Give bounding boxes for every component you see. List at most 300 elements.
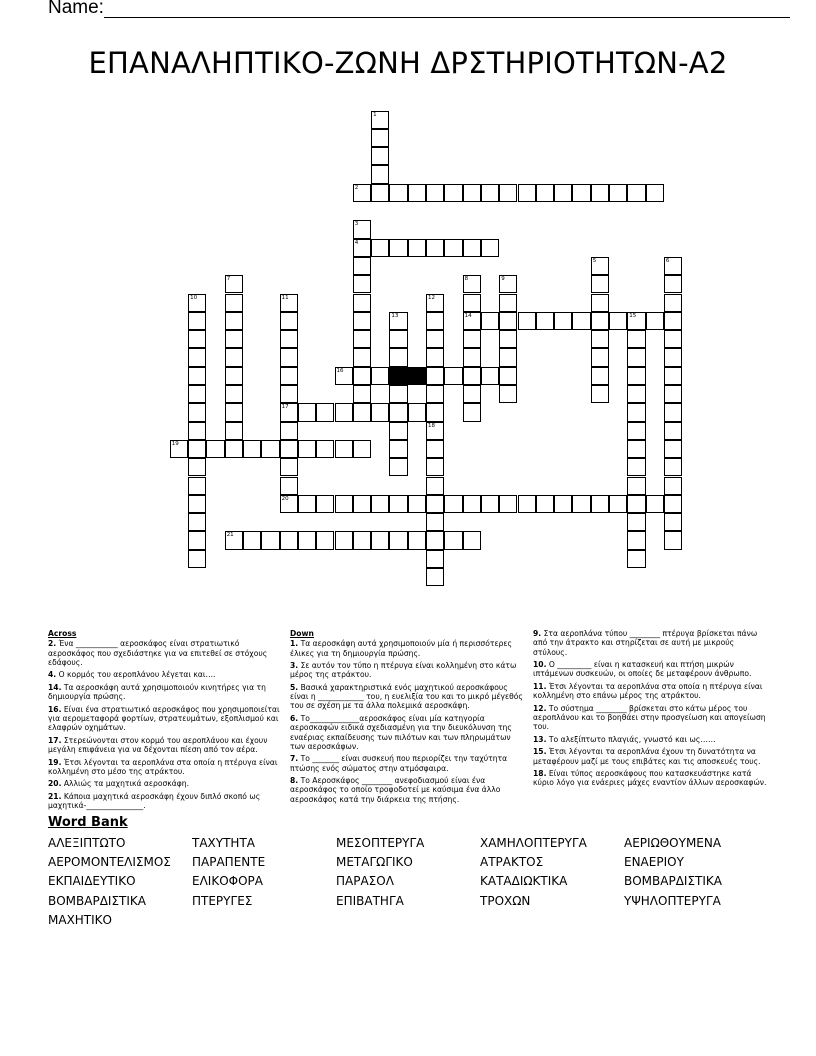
grid-cell[interactable] — [280, 477, 298, 495]
clue-item — [290, 639, 527, 658]
grid-cell[interactable] — [426, 348, 444, 366]
grid-cell[interactable] — [627, 385, 645, 403]
grid-cell[interactable] — [664, 275, 682, 293]
grid-cell[interactable] — [298, 531, 316, 549]
clue-text: Τα αεροσκάφη αυτά χρησιμοποιούν μία ή περισσότερες έλικες για τη δημιουργία πρώσης. — [290, 639, 512, 658]
grid-cell[interactable] — [664, 348, 682, 366]
grid-cell[interactable] — [280, 312, 298, 330]
grid-cell[interactable] — [188, 477, 206, 495]
grid-cell[interactable] — [463, 403, 481, 421]
grid-cell[interactable] — [481, 367, 499, 385]
clue-item — [533, 735, 770, 744]
clue-number-label: 4. — [48, 670, 57, 680]
grid-cell[interactable] — [225, 403, 243, 421]
grid-cell[interactable] — [554, 495, 572, 513]
grid-cell[interactable] — [426, 477, 444, 495]
grid-cell[interactable] — [627, 422, 645, 440]
grid-cell[interactable] — [627, 513, 645, 531]
grid-cell[interactable] — [261, 531, 279, 549]
grid-cell[interactable] — [188, 294, 206, 312]
grid-cell[interactable] — [426, 495, 444, 513]
grid-cell[interactable] — [389, 458, 407, 476]
grid-cell[interactable] — [353, 531, 371, 549]
grid-cell[interactable] — [389, 495, 407, 513]
grid-cell[interactable] — [499, 495, 517, 513]
grid-cell[interactable] — [371, 403, 389, 421]
grid-cell[interactable] — [353, 220, 371, 238]
grid-cell[interactable] — [627, 403, 645, 421]
grid-cell[interactable] — [591, 275, 609, 293]
word-bank-item: ΕΛΙΚΟΦΟΡΑ — [192, 874, 263, 889]
grid-cell[interactable] — [298, 403, 316, 421]
clue-number-label: 13. — [533, 734, 547, 744]
clue-item — [290, 776, 527, 804]
clue-number: 18 — [428, 422, 435, 429]
grid-cell[interactable] — [664, 367, 682, 385]
grid-cell[interactable] — [371, 367, 389, 385]
grid-cell[interactable] — [389, 312, 407, 330]
grid-cell[interactable] — [627, 348, 645, 366]
word-bank-item: ΕΚΠΑΙΔΕΥΤΙΚΟ — [48, 874, 136, 889]
grid-cell[interactable] — [371, 495, 389, 513]
grid-cell[interactable] — [664, 440, 682, 458]
grid-cell[interactable] — [280, 440, 298, 458]
grid-cell[interactable] — [371, 129, 389, 147]
grid-cell[interactable] — [225, 367, 243, 385]
grid-cell[interactable] — [627, 330, 645, 348]
grid-cell[interactable] — [463, 184, 481, 202]
clue-text: Το _______ είναι συσκευή που περιορίζει την ταχύτητα πτώσης ενός σώματος στην ατμόσφαιρα. — [290, 754, 508, 773]
word-bank-item: ΑΕΡΙΩΘΟΥΜΕΝΑ — [624, 836, 722, 850]
grid-cell[interactable] — [664, 458, 682, 476]
word-bank-item: ΠΑΡΑΠΕΝΤΕ — [192, 855, 266, 870]
clue-text: Το_____________αεροσκάφος είναι μία κατηγορία αεροσκαφών ειδικά σχεδιασμένη για την διευκόλυνση της εναέριας εκπαίδευσης των πιλότων και των πληρωμάτων των αεροσκάφων. — [290, 713, 512, 751]
grid-cell[interactable] — [426, 531, 444, 549]
grid-cell[interactable] — [371, 147, 389, 165]
clue-item — [48, 758, 285, 777]
grid-cell[interactable] — [426, 385, 444, 403]
word-bank-item: ΑΕΡΟΜΟΝΤΕΛΙΣΜΟΣ — [48, 855, 171, 870]
grid-cell[interactable] — [280, 495, 298, 513]
grid-cell[interactable] — [572, 184, 590, 202]
grid-cell[interactable] — [463, 275, 481, 293]
grid-cell[interactable] — [499, 385, 517, 403]
word-bank-item: ΜΕΤΑΓΩΓΙΚΟ — [336, 855, 413, 870]
clue-item — [533, 660, 770, 679]
grid-cell[interactable] — [444, 239, 462, 257]
grid-cell[interactable] — [609, 495, 627, 513]
grid-cell[interactable] — [188, 312, 206, 330]
clue-number: 6 — [665, 257, 670, 264]
grid-cell[interactable] — [335, 440, 353, 458]
grid-cell[interactable] — [335, 531, 353, 549]
grid-cell[interactable] — [188, 367, 206, 385]
grid-cell[interactable] — [389, 239, 407, 257]
grid-cell[interactable] — [280, 330, 298, 348]
grid-cell[interactable] — [298, 495, 316, 513]
clue-item — [533, 769, 770, 788]
grid-cell[interactable] — [499, 294, 517, 312]
grid-cell[interactable] — [225, 422, 243, 440]
grid-cell[interactable] — [371, 111, 389, 129]
grid-cell[interactable] — [426, 330, 444, 348]
grid-cell[interactable] — [371, 165, 389, 183]
clue-number: 2 — [354, 184, 359, 191]
grid-cell[interactable] — [188, 385, 206, 403]
grid-cell[interactable] — [280, 367, 298, 385]
grid-cell[interactable] — [426, 294, 444, 312]
grid-cell[interactable] — [426, 312, 444, 330]
grid-cell[interactable] — [426, 239, 444, 257]
grid-cell[interactable] — [188, 495, 206, 513]
clue-number: 21 — [226, 532, 234, 539]
grid-cell[interactable] — [426, 550, 444, 568]
clue-item — [48, 792, 285, 811]
clue-number: 10 — [190, 294, 198, 301]
word-bank-item: ΠΤΕΡΥΓΕΣ — [192, 893, 253, 908]
clue-number: 12 — [428, 294, 435, 301]
clue-number-label: 1. — [290, 639, 299, 649]
grid-cell[interactable] — [463, 294, 481, 312]
grid-cell[interactable] — [353, 348, 371, 366]
clue-text: Κάποια μαχητικά αεροσκάφη έχουν διπλό σκοπό ως μαχητικά-_______________. — [48, 791, 261, 811]
grid-cell[interactable] — [389, 348, 407, 366]
grid-cell[interactable] — [280, 458, 298, 476]
across-heading: Across — [48, 629, 77, 638]
grid-cell[interactable] — [426, 513, 444, 531]
clue-item — [290, 754, 527, 773]
grid-cell[interactable] — [316, 403, 334, 421]
grid-cell[interactable] — [664, 312, 682, 330]
down-clues — [290, 629, 527, 807]
grid-cell[interactable] — [335, 495, 353, 513]
grid-cell[interactable] — [627, 531, 645, 549]
grid-cell[interactable] — [463, 330, 481, 348]
grid-cell[interactable] — [664, 531, 682, 549]
clue-item — [48, 683, 285, 702]
grid-cell[interactable] — [298, 440, 316, 458]
grid-cell[interactable] — [591, 385, 609, 403]
word-bank-item: ΤΑΧΥΤΗΤΑ — [192, 836, 255, 850]
word-bank-item: ΕΠΙΒΑΤΗΓΑ — [336, 893, 404, 908]
grid-cell[interactable] — [463, 348, 481, 366]
grid-cell[interactable] — [426, 184, 444, 202]
grid-cell[interactable] — [188, 550, 206, 568]
grid-cell[interactable] — [188, 403, 206, 421]
grid-cell[interactable] — [463, 385, 481, 403]
word-bank-heading: Word Bank — [48, 815, 128, 830]
clue-number: 13 — [391, 312, 399, 319]
grid-cell[interactable] — [518, 184, 536, 202]
clue-number: 16 — [336, 367, 344, 374]
grid-cell[interactable] — [353, 257, 371, 275]
grid-cell[interactable] — [499, 367, 517, 385]
grid-cell[interactable] — [518, 495, 536, 513]
grid-cell[interactable] — [664, 477, 682, 495]
clue-number-label: 8. — [290, 776, 299, 786]
grid-cell[interactable] — [664, 422, 682, 440]
grid-cell[interactable] — [243, 440, 261, 458]
grid-cell[interactable] — [609, 184, 627, 202]
clue-number-label: 7. — [290, 754, 299, 764]
grid-cell[interactable] — [627, 477, 645, 495]
grid-cell[interactable] — [426, 568, 444, 586]
grid-cell[interactable] — [518, 312, 536, 330]
grid-cell[interactable] — [389, 440, 407, 458]
grid-cell[interactable] — [389, 184, 407, 202]
grid-cell[interactable] — [206, 440, 224, 458]
grid-cell[interactable] — [664, 403, 682, 421]
grid-cell[interactable] — [426, 422, 444, 440]
clue-number-label: 2. — [48, 639, 57, 649]
clue-number: 1 — [373, 111, 377, 118]
grid-cell[interactable] — [371, 239, 389, 257]
clue-number: 15 — [629, 312, 637, 319]
grid-cell[interactable] — [591, 367, 609, 385]
grid-cell[interactable] — [536, 312, 554, 330]
word-bank-item: ΜΕΣΟΠΤΕΡΥΓΑ — [336, 836, 425, 850]
clue-item — [533, 747, 770, 766]
grid-cell[interactable] — [335, 403, 353, 421]
grid-cell[interactable] — [426, 403, 444, 421]
clue-number: 19 — [171, 440, 179, 447]
grid-cell[interactable] — [444, 495, 462, 513]
grid-cell[interactable] — [408, 403, 426, 421]
grid-cell[interactable] — [627, 458, 645, 476]
grid-cell[interactable] — [426, 367, 444, 385]
grid-cell[interactable] — [572, 312, 590, 330]
grid-cell[interactable] — [664, 385, 682, 403]
word-bank-item: ΒΟΜΒΑΡΔΙΣΤΙΚΑ — [624, 874, 722, 889]
grid-cell[interactable] — [481, 495, 499, 513]
grid-cell[interactable] — [591, 312, 609, 330]
clue-text: Ο _________ είναι η κατασκευή και πτήση μικρών ιπτάμενων συσκευών, οι οποίες δε μεταφέρουν άνθρωπο. — [533, 660, 752, 679]
clue-number-label: 17. — [48, 735, 62, 745]
grid-cell[interactable] — [353, 385, 371, 403]
grid-cell[interactable] — [188, 531, 206, 549]
grid-cell[interactable] — [389, 422, 407, 440]
clue-text: Στερεώνονται στον κορμό του αεροπλάνου και έχουν μεγάλη επιφάνεια για να δέχονται πίεση από τον αέρα. — [48, 735, 268, 755]
grid-cell[interactable] — [371, 531, 389, 549]
grid-cell[interactable] — [481, 312, 499, 330]
grid-cell[interactable] — [353, 367, 371, 385]
grid-cell[interactable] — [353, 275, 371, 293]
clue-text: Ένα ___________ αεροσκάφος είναι στρατιωτικό αεροσκάφος που σχεδιάστηκε για να επιτεθεί σε στόχους εδάφους. — [48, 639, 268, 667]
grid-cell[interactable] — [591, 495, 609, 513]
clue-item — [48, 670, 285, 679]
grid-cell[interactable] — [646, 184, 664, 202]
clue-text: Τα αεροσκάφη αυτά χρησιμοποιούν κινητήρες για τη δημιουργία πρώσης. — [48, 682, 266, 702]
clue-number-label: 14. — [48, 682, 62, 692]
clue-item — [48, 705, 285, 733]
grid-cell[interactable] — [426, 458, 444, 476]
grid-cell[interactable] — [188, 458, 206, 476]
grid-cell[interactable] — [389, 403, 407, 421]
grid-cell[interactable] — [664, 330, 682, 348]
clue-text: Στα αεροπλάνα τύπου ________ πτέρυγα βρίσκεται πάνω από την άτρακτο και στηρίζεται σε αυτή με μικρούς στύλους. — [533, 629, 758, 657]
grid-cell[interactable] — [316, 531, 334, 549]
grid-cell[interactable] — [316, 440, 334, 458]
clue-text: Σε αυτόν τον τύπο η πτέρυγα είναι κολλημένη στο κάτω μέρος της ατράκτου. — [290, 661, 517, 680]
grid-cell[interactable] — [188, 422, 206, 440]
grid-cell[interactable] — [353, 403, 371, 421]
clue-number-label: 16. — [48, 704, 62, 714]
grid-cell[interactable] — [463, 312, 481, 330]
grid-cell[interactable] — [463, 495, 481, 513]
clue-number-label: 21. — [48, 791, 62, 801]
clue-number: 11 — [281, 294, 289, 301]
grid-cell[interactable] — [463, 367, 481, 385]
clue-item — [48, 639, 285, 667]
grid-cell[interactable] — [408, 531, 426, 549]
grid-cell[interactable] — [280, 531, 298, 549]
clue-text: Είναι τύπος αεροσκάφους που κατασκευάστηκε κατά κύριο λόγο για ενάεριες μάχες εναντίον άλλων αεροσκαφών. — [533, 768, 767, 788]
grid-cell[interactable] — [646, 495, 664, 513]
grid-cell[interactable] — [353, 440, 371, 458]
grid-cell[interactable] — [280, 348, 298, 366]
grid-cell[interactable] — [353, 239, 371, 257]
grid-cell[interactable] — [316, 495, 334, 513]
grid-cell[interactable] — [225, 312, 243, 330]
grid-cell[interactable] — [591, 257, 609, 275]
grid-cell[interactable] — [280, 422, 298, 440]
grid-cell[interactable] — [572, 495, 590, 513]
grid-cell[interactable] — [170, 440, 188, 458]
grid-cell[interactable] — [243, 531, 261, 549]
grid-cell[interactable] — [499, 312, 517, 330]
clue-number-label: 11. — [533, 681, 547, 691]
grid-cell[interactable] — [664, 495, 682, 513]
word-bank-item: ΥΨΗΛΟΠΤΕΡΥΓΑ — [624, 893, 721, 908]
grid-cell[interactable] — [664, 257, 682, 275]
clue-number-label: 18. — [533, 768, 547, 778]
grid-cell[interactable] — [335, 367, 353, 385]
clue-text: Το Αεροσκάφος ________ ανεφοδιασμού είναι ένα αεροσκάφος το οποίο τροφοδοτεί με καύσιμα ένα άλλο αεροσκάφος κατά την διάρκεια της πτήσης. — [290, 776, 501, 804]
grid-cell[interactable] — [554, 184, 572, 202]
grid-cell[interactable] — [371, 184, 389, 202]
grid-cell[interactable] — [591, 348, 609, 366]
grid-cell[interactable] — [389, 531, 407, 549]
word-bank-item: ΜΑΧΗΤΙΚΟ — [48, 912, 112, 927]
grid-cell[interactable] — [280, 403, 298, 421]
grid-cell[interactable] — [353, 312, 371, 330]
grid-cell[interactable] — [627, 440, 645, 458]
clue-number: 3 — [354, 221, 359, 228]
grid-cell[interactable] — [225, 440, 243, 458]
clue-item — [533, 629, 770, 657]
grid-cell[interactable] — [353, 495, 371, 513]
grid-cell[interactable] — [591, 184, 609, 202]
grid-cell[interactable] — [481, 184, 499, 202]
clue-number-label: 12. — [533, 703, 547, 713]
grid-cell[interactable] — [408, 184, 426, 202]
grid-cell[interactable] — [280, 294, 298, 312]
clue-item — [533, 704, 770, 732]
clue-number-label: 3. — [290, 661, 299, 671]
word-bank-item: ΕΝΑΕΡΙΟΥ — [624, 855, 684, 870]
grid-cell[interactable] — [499, 348, 517, 366]
grid-cell[interactable] — [353, 184, 371, 202]
clue-item — [48, 736, 285, 755]
grid-cell[interactable] — [225, 385, 243, 403]
grid-cell[interactable] — [536, 495, 554, 513]
name-label: Name: — [48, 0, 104, 18]
clue-number-label: 6. — [290, 713, 299, 723]
down-heading: Down — [290, 629, 314, 638]
grid-cell[interactable] — [225, 275, 243, 293]
grid-cell[interactable] — [261, 440, 279, 458]
grid-cell[interactable] — [591, 294, 609, 312]
grid-cell[interactable] — [627, 367, 645, 385]
grid-cell[interactable] — [188, 330, 206, 348]
grid-cell[interactable] — [609, 312, 627, 330]
clue-text: Ο κορμός του αεροπλάνου λέγεται και…. — [56, 670, 216, 680]
grid-cell[interactable] — [481, 239, 499, 257]
clue-text: Έτσι λέγονται τα αεροπλάνα στα οποία η πτέρυγα είναι κολλημένη στο επάνω μέρος της ατράκτου. — [533, 681, 763, 701]
grid-cell[interactable] — [225, 294, 243, 312]
grid-cell[interactable] — [426, 440, 444, 458]
grid-cell[interactable] — [536, 184, 554, 202]
clue-item — [290, 683, 527, 711]
word-bank-item: ΠΑΡΑΣΟΛ — [336, 874, 394, 889]
grid-cell[interactable] — [444, 531, 462, 549]
grid-cell[interactable] — [627, 495, 645, 513]
word-bank-item: ΤΡΟΧΩΝ — [480, 893, 531, 908]
grid-cell[interactable] — [280, 385, 298, 403]
grid-cell[interactable] — [353, 330, 371, 348]
grid-cell[interactable] — [627, 184, 645, 202]
clue-number-label: 20. — [48, 779, 62, 789]
word-bank-item: ΑΤΡΑΚΤΟΣ — [480, 855, 544, 870]
grid-cell[interactable] — [627, 550, 645, 568]
grid-block — [389, 367, 407, 385]
grid-cell[interactable] — [353, 294, 371, 312]
grid-cell[interactable] — [225, 531, 243, 549]
grid-cell[interactable] — [444, 367, 462, 385]
grid-cell[interactable] — [444, 184, 462, 202]
clue-number: 17 — [281, 404, 289, 411]
grid-cell[interactable] — [188, 513, 206, 531]
grid-cell[interactable] — [389, 385, 407, 403]
grid-cell[interactable] — [225, 330, 243, 348]
grid-cell[interactable] — [408, 239, 426, 257]
grid-cell[interactable] — [225, 348, 243, 366]
grid-cell[interactable] — [188, 348, 206, 366]
clue-text: Το αλεξίπτωτο πλαγιάς, γνωστό και ως…… — [546, 734, 716, 744]
clue-number-label: 15. — [533, 747, 547, 757]
grid-cell[interactable] — [627, 312, 645, 330]
grid-cell[interactable] — [646, 312, 664, 330]
grid-cell[interactable] — [463, 239, 481, 257]
clue-number: 20 — [281, 495, 289, 502]
grid-cell[interactable] — [664, 294, 682, 312]
grid-cell[interactable] — [499, 184, 517, 202]
clue-text: Έτσι λέγονται τα αεροπλάνα στα οποία η πτέρυγα είναι κολλημένη στο μέσο της ατράκτου. — [48, 757, 278, 776]
grid-cell[interactable] — [499, 275, 517, 293]
clue-item — [290, 661, 527, 680]
clue-text: Έτσι λέγονται τα αεροπλάνα έχουν τη δυνατότητα να μεταφέρουν μαζί με τους επιβάτες και τις αποσκευές τους. — [533, 747, 761, 766]
across-clues — [48, 629, 285, 814]
grid-cell[interactable] — [664, 513, 682, 531]
grid-cell[interactable] — [554, 312, 572, 330]
grid-cell[interactable] — [591, 330, 609, 348]
grid-cell[interactable] — [463, 531, 481, 549]
grid-cell[interactable] — [188, 440, 206, 458]
grid-cell[interactable] — [408, 495, 426, 513]
grid-cell[interactable] — [389, 330, 407, 348]
clue-number: 9 — [501, 276, 505, 283]
grid-cell[interactable] — [499, 330, 517, 348]
